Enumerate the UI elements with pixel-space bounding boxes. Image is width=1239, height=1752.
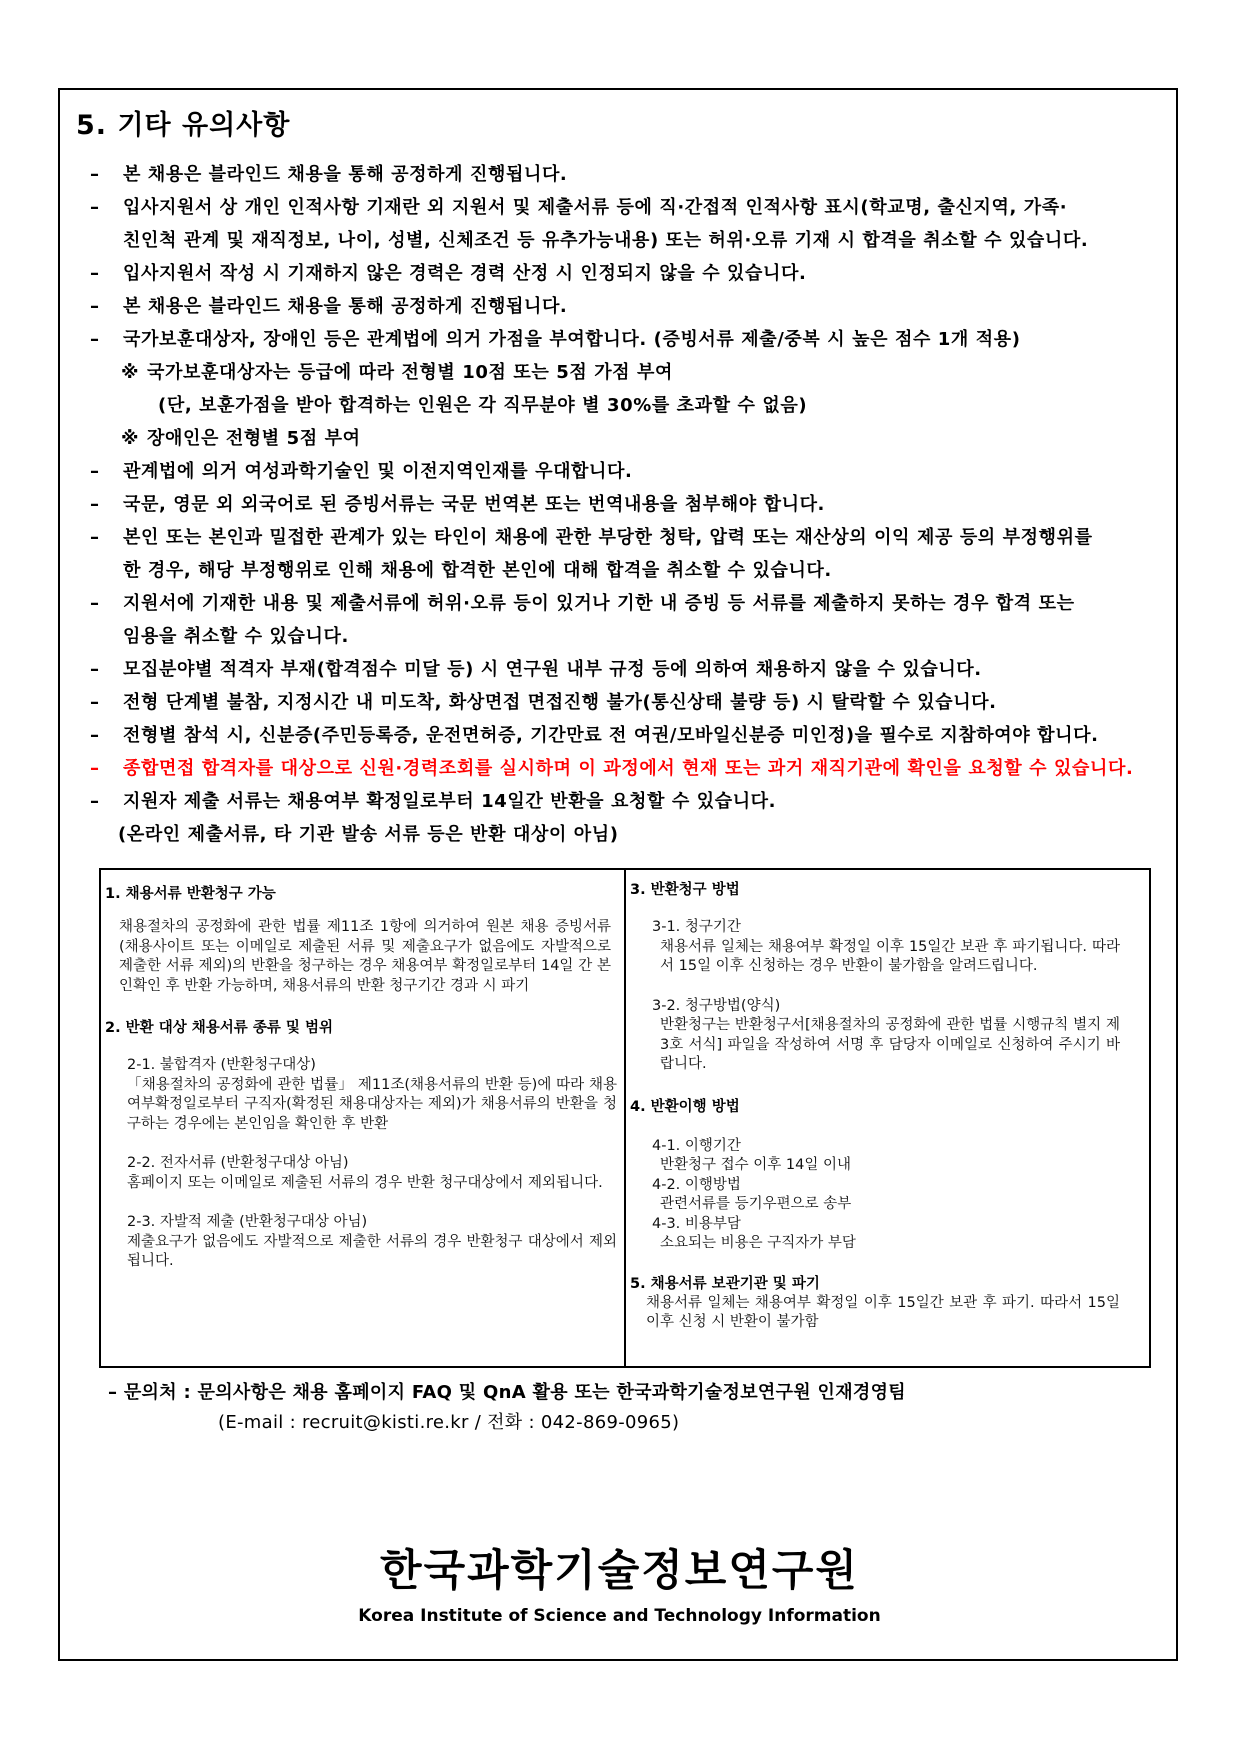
- dash-bullet: –: [90, 692, 100, 713]
- dash-bullet: –: [90, 494, 100, 515]
- sub43-title: 4-3. 비용부담: [652, 1215, 741, 1232]
- dash-bullet: –: [90, 659, 100, 680]
- sub41-body: 반환청구 접수 이후 14일 이내: [660, 1157, 851, 1173]
- note-text: 친인척 관계 및 재직정보, 나이, 성별, 신체조건 등 유추가능내용) 또는 허위·오류 기재 시 합격을 취소할 수 있습니다.: [123, 230, 1089, 251]
- note-text: 국문, 영문 외 외국어로 된 증빙서류는 국문 번역본 또는 번역내용을 첨부해야 합니다.: [123, 494, 825, 515]
- note-text: 본인 또는 본인과 밀접한 관계가 있는 타인이 채용에 관한 부당한 청탁, 압력 또는 재산상의 이익 제공 등의 부정행위를: [123, 527, 1093, 548]
- note-text: 국가보훈대상자는 등급에 따라 전형별 10점 또는 5점 가점 부여: [147, 362, 674, 383]
- note-item: [90, 719, 1175, 752]
- sec1-title: 1. 채용서류 반환청구 가능: [105, 886, 276, 902]
- dash-bullet: –: [90, 593, 100, 614]
- note-item: [90, 686, 1175, 719]
- note-text: (온라인 제출서류, 타 기관 발송 서류 등은 반환 대상이 아님): [118, 824, 619, 845]
- sub43-body: 소요되는 비용은 구직자가 부담: [660, 1235, 856, 1251]
- note-item: [90, 521, 1175, 587]
- contact-line-2: (E-mail : recruit@kisti.re.kr / 전화 : 042-869-0965): [218, 1412, 680, 1433]
- sec5-body: 채용서류 일체는 채용여부 확정일 이후 15일간 보관 후 파기. 따라서 15일 이후 신청 시 반환이 불가함: [646, 1294, 1120, 1330]
- sub32-body: 반환청구는 반환청구서[채용절차의 공정화에 관한 법률 시행규칙 별지 제3호 서식] 파일을 작성하여 서명 후 담당자 이메일로 신청하여 주시기 바랍니다.: [660, 1017, 1120, 1072]
- dash-bullet: –: [90, 197, 100, 218]
- notes-list: [90, 158, 1175, 851]
- reference-mark: ※: [121, 362, 140, 383]
- sub21-body: 「채용절차의 공정화에 관한 법률」 제11조(채용서류의 반환 등)에 따라 채용여부확정일로부터 구직자(확정된 채용대상자는 제외)가 채용서류의 반환을 청구하는 경우에는 본인임을 확인한 후 반환: [127, 1076, 617, 1132]
- sec1-body: 채용절차의 공정화에 관한 법률 제11조 1항에 의거하여 원본 채용 증빙서류(채용사이트 또는 이메일로 제출된 서류 및 제출요구가 없음에도 자발적으로 제출한 서류 제외)의 반환을 청구하는 경우 채용여부 확정일로부터 14일 간 본인확인 후 반환 가능하며, 채용서류의 반환 청구기간 경과 시 파기: [119, 919, 611, 994]
- note-item: [90, 785, 1175, 818]
- dash-bullet: –: [90, 791, 100, 812]
- dash-bullet: –: [90, 263, 100, 284]
- note-text: 국가보훈대상자, 장애인 등은 관계법에 의거 가점을 부여합니다. (증빙서류 제출/중복 시 높은 점수 1개 적용): [123, 329, 1021, 350]
- dash-bullet: –: [90, 527, 100, 548]
- note-text: 본 채용은 블라인드 채용을 통해 공정하게 진행됩니다.: [123, 164, 568, 185]
- note-item: [90, 488, 1175, 521]
- sub32-title: 3-2. 청구방법(양식): [652, 997, 781, 1014]
- sub23-title: 2-3. 자발적 제출 (반환청구대상 아님): [127, 1214, 368, 1230]
- note-item: [90, 587, 1175, 653]
- sub21-title: 2-1. 불합격자 (반환청구대상): [127, 1057, 316, 1073]
- note-item: [90, 290, 1175, 323]
- dash-bullet: –: [90, 758, 100, 779]
- note-item: [90, 389, 1175, 422]
- note-item: [90, 158, 1175, 191]
- sub41-title: 4-1. 이행기간: [652, 1137, 741, 1154]
- note-text: 본 채용은 블라인드 채용을 통해 공정하게 진행됩니다.: [123, 296, 568, 317]
- note-text: 모집분야별 적격자 부재(합격점수 미달 등) 시 연구원 내부 규정 등에 의하여 채용하지 않을 수 있습니다.: [123, 659, 982, 680]
- contact-line-1: – 문의처 : 문의사항은 채용 홈페이지 FAQ 및 QnA 활용 또는 한국과학기술정보연구원 인재경영팀: [108, 1382, 906, 1403]
- org-name-english: Korea Institute of Science and Technology Information: [358, 1606, 881, 1626]
- sub42-title: 4-2. 이행방법: [652, 1176, 741, 1193]
- note-text: 지원서에 기재한 내용 및 제출서류에 허위·오류 등이 있거나 기한 내 증빙 등 서류를 제출하지 못하는 경우 합격 또는: [123, 593, 1075, 614]
- note-item: [90, 422, 1175, 455]
- reference-mark: ※: [121, 428, 140, 449]
- note-text: 지원자 제출 서류는 채용여부 확정일로부터 14일간 반환을 요청할 수 있습니다.: [123, 791, 777, 812]
- note-text: (단, 보훈가점을 받아 합격하는 인원은 각 직무분야 별 30%를 초과할 수 없음): [158, 395, 808, 416]
- note-item: [90, 356, 1175, 389]
- sub23-body: 제출요구가 없음에도 자발적으로 제출한 서류의 경우 반환청구 대상에서 제외됩니다.: [127, 1233, 617, 1269]
- sec4-title: 4. 반환이행 방법: [630, 1098, 740, 1115]
- section-title: 5. 기타 유의사항: [76, 110, 291, 141]
- dash-bullet: –: [90, 164, 100, 185]
- dash-bullet: –: [90, 329, 100, 350]
- dash-bullet: –: [90, 725, 100, 746]
- sub22-title: 2-2. 전자서류 (반환청구대상 아님): [127, 1155, 349, 1171]
- note-text: 장애인은 전형별 5점 부여: [147, 428, 361, 449]
- note-item: [90, 191, 1175, 257]
- note-item: [90, 323, 1175, 356]
- note-item: [90, 653, 1175, 686]
- note-text: 입사지원서 상 개인 인적사항 기재란 외 지원서 및 제출서류 등에 직·간접적 인적사항 표시(학교명, 출신지역, 가족·: [123, 197, 1068, 218]
- sec3-title: 3. 반환청구 방법: [630, 882, 740, 898]
- dash-bullet: –: [90, 296, 100, 317]
- note-text: 전형 단계별 불참, 지정시간 내 미도착, 화상면접 면접진행 불가(통신상태 불량 등) 시 탈락할 수 있습니다.: [123, 692, 997, 713]
- sub42-body: 관련서류를 등기우편으로 송부: [660, 1196, 852, 1212]
- note-item: [90, 257, 1175, 290]
- note-text: 관계법에 의거 여성과학기술인 및 이전지역인재를 우대합니다.: [123, 461, 633, 482]
- sec2-title: 2. 반환 대상 채용서류 종류 및 범위: [105, 1020, 333, 1036]
- note-text: 임용을 취소할 수 있습니다.: [123, 626, 349, 647]
- note-item: [90, 752, 1175, 785]
- sub22-body: 홈페이지 또는 이메일로 제출된 서류의 경우 반환 청구대상에서 제외됩니다.: [127, 1174, 603, 1191]
- contact-info: [108, 1378, 906, 1438]
- org-name-korean: 한국과학기술정보연구원: [380, 1546, 859, 1596]
- return-info-table: [99, 868, 1151, 1368]
- sec5-title: 5. 채용서류 보관기관 및 파기: [630, 1275, 820, 1292]
- note-text: 종합면접 합격자를 대상으로 신원·경력조회를 실시하며 이 과정에서 현재 또는 과거 재직기관에 확인을 요청할 수 있습니다.: [123, 758, 1134, 779]
- sub31-body: 채용서류 일체는 채용여부 확정일 이후 15일간 보관 후 파기됩니다. 따라서 15일 이후 신청하는 경우 반환이 불가함을 알려드립니다.: [660, 938, 1120, 974]
- note-text: 입사지원서 작성 시 기재하지 않은 경력은 경력 산정 시 인정되지 않을 수 있습니다.: [123, 263, 807, 284]
- return-info-left-column: [101, 870, 626, 1366]
- note-text: 전형별 참석 시, 신분증(주민등록증, 운전면허증, 기간만료 전 여권/모바일신분증 미인정)을 필수로 지참하여야 합니다.: [123, 725, 1099, 746]
- dash-bullet: –: [90, 461, 100, 482]
- sub31-title: 3-1. 청구기간: [652, 919, 741, 935]
- note-item: [90, 455, 1175, 488]
- return-info-right-column: [626, 870, 1149, 1366]
- note-text: 한 경우, 해당 부정행위로 인해 채용에 합격한 본인에 대해 합격을 취소할 수 있습니다.: [123, 560, 832, 581]
- note-item: [90, 818, 1175, 851]
